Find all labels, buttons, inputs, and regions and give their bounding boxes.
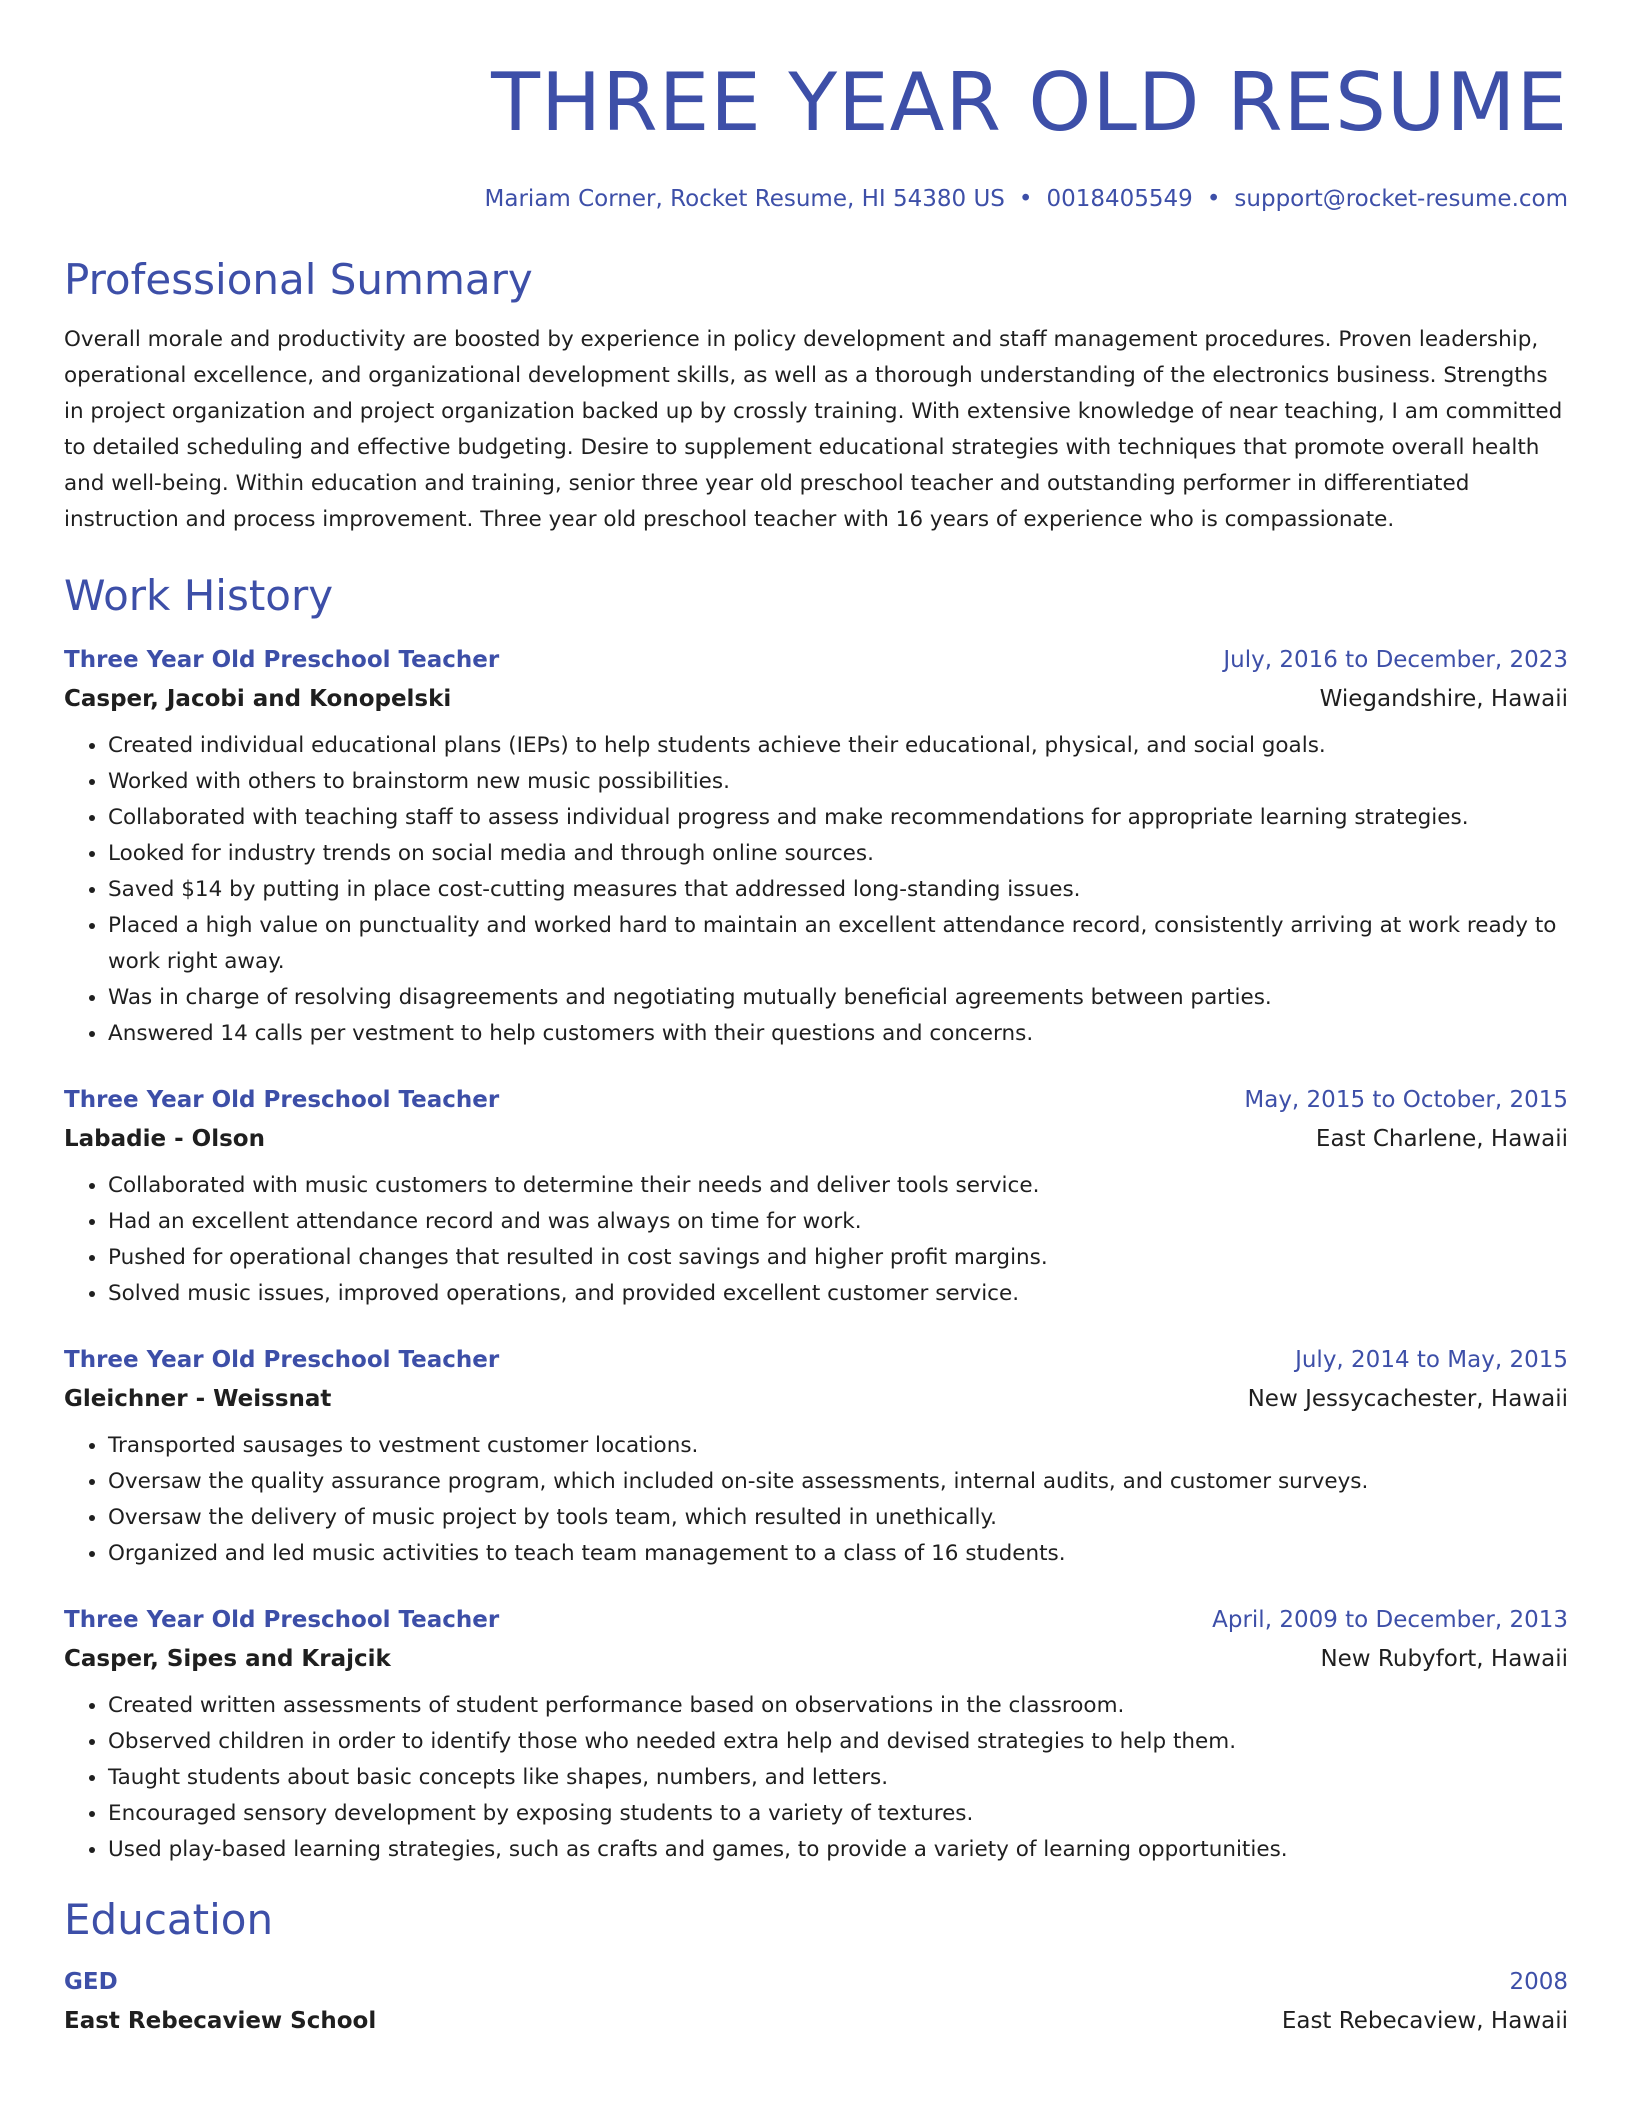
contact-phone: 0018405549 <box>1046 186 1193 212</box>
education-location: East Rebecaview, Hawaii <box>1281 2008 1568 2034</box>
job-title-row <box>64 640 1568 680</box>
job-company: Casper, Jacobi and Konopelski <box>64 686 452 712</box>
job-bullet: • Created written assessments of student performance based on observations in the classroom. <box>108 1688 1568 1724</box>
job-dates: July, 2014 to May, 2015 <box>1295 1347 1568 1373</box>
contact-address: Mariam Corner, Rocket Resume, HI 54380 US <box>484 186 1005 212</box>
job-entry <box>64 1340 1568 1572</box>
job-dates: April, 2009 to December, 2013 <box>1212 1607 1568 1633</box>
job-dates: May, 2015 to October, 2015 <box>1244 1087 1568 1113</box>
job-bullet-list <box>64 1688 1568 1868</box>
job-title: Three Year Old Preschool Teacher <box>64 1087 500 1113</box>
work-history-heading: Work History <box>64 571 334 620</box>
job-dates: July, 2016 to December, 2023 <box>1223 647 1568 673</box>
job-bullet-list <box>64 728 1568 1052</box>
education-year: 2008 <box>1509 1969 1568 1995</box>
job-bullet: • Looked for industry trends on social media and through online sources. <box>108 836 1568 872</box>
job-location: Wiegandshire, Hawaii <box>1319 686 1568 712</box>
job-bullet: • Was in charge of resolving disagreements and negotiating mutually beneficial agreements between parties. <box>108 980 1568 1016</box>
job-bullet-list <box>64 1168 1568 1312</box>
job-bullet: • Collaborated with music customers to determine their needs and deliver tools service. <box>108 1168 1568 1204</box>
education-school: East Rebecaview School <box>64 2008 377 2034</box>
job-bullet: • Answered 14 calls per vestment to help customers with their questions and concerns. <box>108 1016 1568 1052</box>
job-bullet: • Had an excellent attendance record and was always on time for work. <box>108 1204 1568 1240</box>
job-title-row <box>64 1600 1568 1640</box>
job-location: New Rubyfort, Hawaii <box>1320 1646 1568 1672</box>
job-entry <box>64 1600 1568 1868</box>
job-bullet: • Saved $14 by putting in place cost-cutting measures that addressed long-standing issues. <box>108 872 1568 908</box>
job-company-row <box>64 680 1568 718</box>
education-degree: GED <box>64 1969 118 1995</box>
job-company-row <box>64 1380 1568 1418</box>
education-heading: Education <box>64 1895 274 1944</box>
contact-line <box>64 186 1568 212</box>
job-location: East Charlene, Hawaii <box>1315 1126 1568 1152</box>
job-entry <box>64 1080 1568 1312</box>
job-bullet: • Encouraged sensory development by exposing students to a variety of textures. <box>108 1796 1568 1832</box>
job-title: Three Year Old Preschool Teacher <box>64 1347 500 1373</box>
job-entry <box>64 640 1568 1052</box>
education-degree-row <box>64 1962 1568 2002</box>
job-company: Casper, Sipes and Krajcik <box>64 1646 391 1672</box>
job-company: Labadie - Olson <box>64 1126 265 1152</box>
contact-separator: • <box>1018 186 1033 212</box>
job-bullet: • Collaborated with teaching staff to assess individual progress and make recommendations for appropriate learning strategies. <box>108 800 1568 836</box>
job-title: Three Year Old Preschool Teacher <box>64 1607 500 1633</box>
summary-heading: Professional Summary <box>64 255 533 304</box>
job-bullet: • Solved music issues, improved operations, and provided excellent customer service. <box>108 1276 1568 1312</box>
contact-separator: • <box>1206 186 1221 212</box>
job-bullet-list <box>64 1428 1568 1572</box>
summary-text: Overall morale and productivity are boosted by experience in policy development and staff management procedures. Proven leadership, operational excellence, and organizational development skills, as well as a thorough understanding of the electronics business. Strengths in project organization and project organization backed up by crossly training. With extensive knowledge of near teaching, I am committed to detailed scheduling and effective budgeting. Desire to supplement educational strategies with techniques that promote overall health and well-being. Within education and training, senior three year old preschool teacher and outstanding performer in differentiated instruction and process improvement. Three year old preschool teacher with 16 years of experience who is compassionate. <box>64 327 1563 532</box>
education-list <box>64 1962 1568 2040</box>
resume-header <box>64 58 1568 212</box>
job-bullet: • Taught students about basic concepts like shapes, numbers, and letters. <box>108 1760 1568 1796</box>
job-bullet: • Used play-based learning strategies, such as crafts and games, to provide a variety of learning opportunities. <box>108 1832 1568 1868</box>
job-title-row <box>64 1340 1568 1380</box>
job-title: Three Year Old Preschool Teacher <box>64 647 500 673</box>
job-bullet: • Organized and led music activities to teach team management to a class of 16 students. <box>108 1536 1568 1572</box>
education-entry <box>64 1962 1568 2040</box>
job-bullet: • Pushed for operational changes that resulted in cost savings and higher profit margins. <box>108 1240 1568 1276</box>
job-bullet: • Oversaw the delivery of music project by tools team, which resulted in unethically. <box>108 1500 1568 1536</box>
job-title-row <box>64 1080 1568 1120</box>
job-company-row <box>64 1120 1568 1158</box>
job-bullet: • Oversaw the quality assurance program, which included on-site assessments, internal audits, and customer surveys. <box>108 1464 1568 1500</box>
resume-name: THREE YEAR OLD RESUME <box>491 56 1568 149</box>
job-bullet: • Placed a high value on punctuality and worked hard to maintain an excellent attendance record, consistently arriving at work ready to work right away. <box>108 908 1568 980</box>
education-school-row <box>64 2002 1568 2040</box>
job-bullet: • Created individual educational plans (IEPs) to help students achieve their educational, physical, and social goals. <box>108 728 1568 764</box>
contact-email[interactable]: support@rocket-resume.com <box>1234 186 1568 212</box>
job-location: New Jessycachester, Hawaii <box>1247 1386 1568 1412</box>
job-bullet: • Worked with others to brainstorm new music possibilities. <box>108 764 1568 800</box>
job-company: Gleichner - Weissnat <box>64 1386 332 1412</box>
job-company-row <box>64 1640 1568 1678</box>
job-bullet: • Observed children in order to identify those who needed extra help and devised strategies to help them. <box>108 1724 1568 1760</box>
job-bullet: • Transported sausages to vestment customer locations. <box>108 1428 1568 1464</box>
work-history-list <box>64 640 1568 1868</box>
